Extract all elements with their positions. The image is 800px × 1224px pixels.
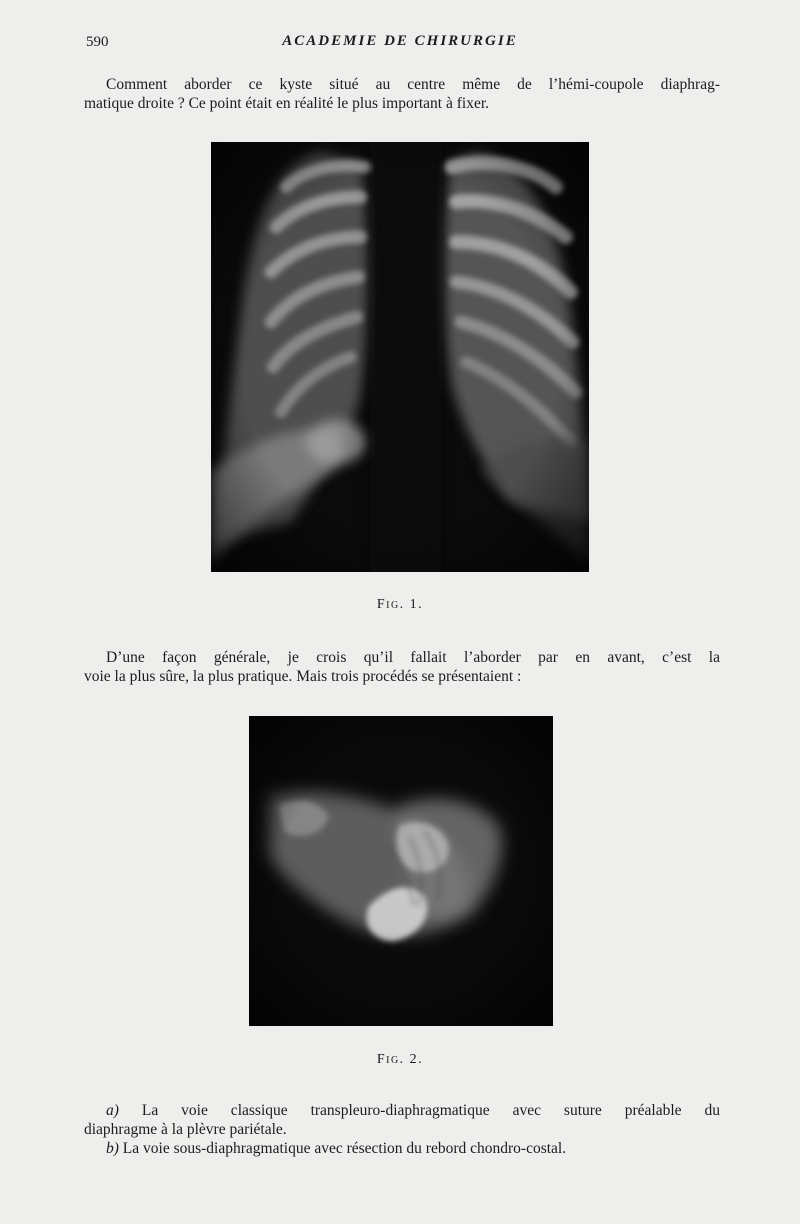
xray-detail-image xyxy=(249,716,553,1026)
list-item-text: La voie sous-diaphragmatique avec résection du rebord chondro-costal. xyxy=(122,1140,567,1157)
figure-2-caption: Fig. 2. xyxy=(376,1052,424,1067)
running-title: ACADEMIE DE CHIRURGIE xyxy=(282,33,518,49)
chest-xray-image xyxy=(211,142,589,572)
page-number: 590 xyxy=(86,34,109,50)
paragraph-line: Comment aborder ce kyste situé au centre même de l’hémi-coupole diaphrag- xyxy=(106,76,720,93)
figure-1-caption: Fig. 1. xyxy=(376,597,424,612)
list-item-a-continuation: diaphragme à la plèvre pariétale. xyxy=(84,1121,287,1138)
list-item-a xyxy=(84,1101,720,1120)
paragraph-line: D’une façon générale, je crois qu’il fallait l’aborder par en avant, c’est la xyxy=(106,649,720,666)
figure-2-radiograph xyxy=(249,716,553,1026)
list-item-label: a) xyxy=(106,1102,119,1119)
paragraph-line: voie la plus sûre, la plus pratique. Mais trois procédés se présentaient : xyxy=(84,668,522,685)
method-paragraph xyxy=(84,648,720,686)
figure-1-chest-radiograph xyxy=(211,142,589,572)
list-item-b xyxy=(84,1139,720,1158)
list-item-label: b) xyxy=(106,1140,119,1157)
procedure-list xyxy=(84,1101,720,1158)
list-item-text: La voie classique transpleuro-diaphragmatique avec suture préalable du xyxy=(141,1102,720,1119)
intro-paragraph xyxy=(84,75,720,113)
paragraph-line: matique droite ? Ce point était en réalité le plus important à fixer. xyxy=(84,95,490,112)
